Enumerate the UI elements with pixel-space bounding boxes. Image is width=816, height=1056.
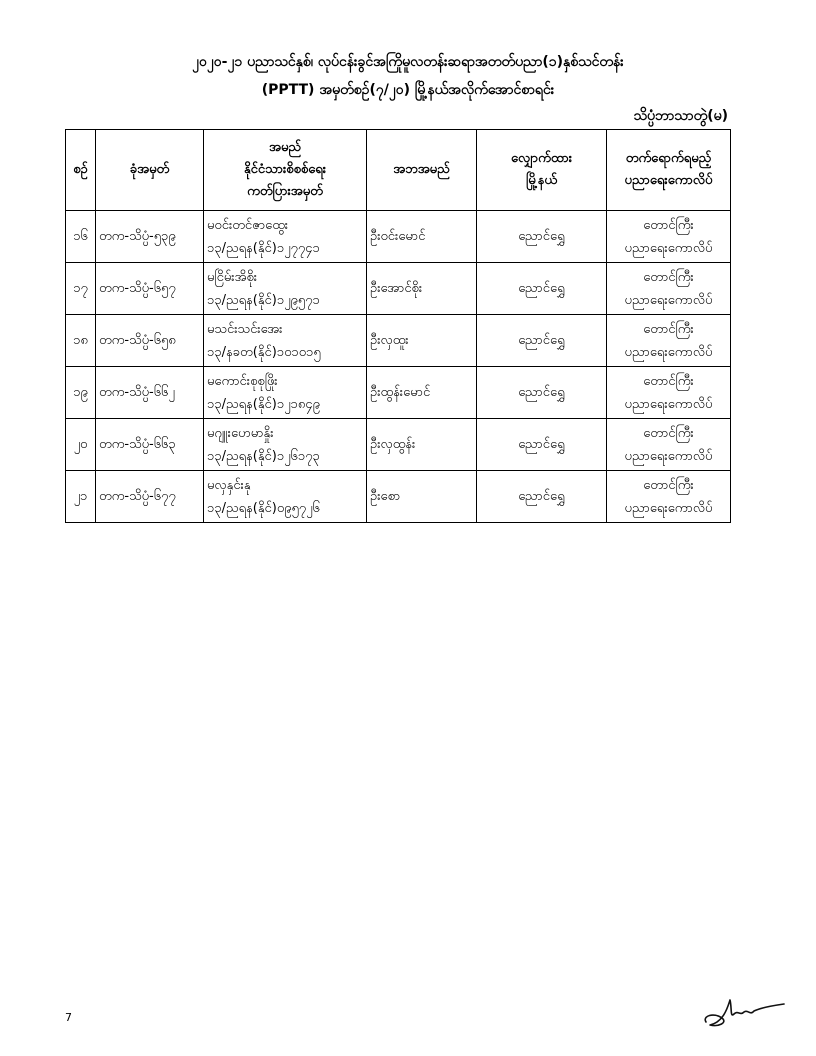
col-name-header-line2: နိုင်ငံသားစိစစ်ရေး <box>243 162 327 177</box>
row-name: မဂျူးဟေမာနှိုး <box>207 425 274 441</box>
row-college-city: တောင်ကြီး <box>643 217 694 233</box>
row-college-name: ပညာရေးကောလိပ် <box>624 448 713 464</box>
row-name: မကောင်းစုစုဖြိုး <box>207 373 278 389</box>
row-roll: တက-သိပ္ပံ-၆၅၇ <box>96 263 204 315</box>
row-father: ဦးဝင်းမောင် <box>367 211 477 263</box>
row-nrc: ၁၃/ညရန(နိုင်)၁၂၉၅၇၁ <box>207 292 320 308</box>
row-township: ညောင်ရွှေ <box>477 367 607 419</box>
table-header-row <box>66 130 731 211</box>
row-father: ဦးအောင်စိုး <box>367 263 477 315</box>
row-name: မငြိမ်းအိစိုး <box>207 269 258 285</box>
row-name-cell <box>204 263 367 315</box>
table-row <box>66 263 731 315</box>
row-college-city: တောင်ကြီး <box>643 425 694 441</box>
row-college-name: ပညာရေးကောလိပ် <box>624 500 713 516</box>
col-township-header-line2: မြို့နယ် <box>526 173 557 188</box>
document-title-line2: (PPTT) အမှတ်စဉ်(၇/၂၀) မြို့နယ်အလိုက်အောင်စာရင်း <box>261 82 555 98</box>
row-no: ၁၉ <box>66 367 96 419</box>
row-township: ညောင်ရွှေ <box>477 471 607 523</box>
row-name-cell <box>204 419 367 471</box>
row-no: ၁၆ <box>66 211 96 263</box>
row-nrc: ၁၃/ညရန(နိုင်)၁၂၆၁၇၃ <box>207 448 320 464</box>
col-roll-header: ခုံအမှတ် <box>96 130 204 211</box>
table-row <box>66 471 731 523</box>
row-nrc: ၁၃/ညရန(နိုင်)၁၂၇၇၄၁ <box>207 240 320 256</box>
col-college-header <box>607 130 731 211</box>
row-name-cell <box>204 367 367 419</box>
table-row <box>66 367 731 419</box>
page-number: 7 <box>65 1011 72 1024</box>
results-table <box>65 129 731 523</box>
row-roll: တက-သိပ္ပံ-၆၇၇ <box>96 471 204 523</box>
row-college-cell <box>607 211 731 263</box>
row-no: ၂၁ <box>66 471 96 523</box>
row-name: မဝင်းတင်ဇာထွေး <box>207 217 289 233</box>
row-nrc: ၁၃/နခတ(နိုင်)၁၀၁၀၁၅ <box>207 344 321 360</box>
row-father: ဦးထွန်းမောင် <box>367 367 477 419</box>
row-township: ညောင်ရွှေ <box>477 211 607 263</box>
row-nrc: ၁၃/ညရန(နိုင်)၁၂၁၈၄၉ <box>207 396 320 412</box>
row-college-city: တောင်ကြီး <box>643 373 694 389</box>
row-college-city: တောင်ကြီး <box>643 321 694 337</box>
row-township: ညောင်ရွှေ <box>477 263 607 315</box>
col-no-header: စဉ် <box>66 130 96 211</box>
table-row <box>66 211 731 263</box>
row-college-cell <box>607 419 731 471</box>
table-row <box>66 315 731 367</box>
row-college-cell <box>607 367 731 419</box>
row-college-cell <box>607 471 731 523</box>
row-college-cell <box>607 263 731 315</box>
row-no: ၂၀ <box>66 419 96 471</box>
col-township-header-line1: လျှောက်ထား <box>510 151 573 166</box>
row-college-cell <box>607 315 731 367</box>
col-name-header-line3: ကတ်ပြားအမှတ် <box>247 184 323 199</box>
row-township: ညောင်ရွှေ <box>477 419 607 471</box>
row-father: ဦးလှထူး <box>367 315 477 367</box>
row-roll: တက-သိပ္ပံ-၆၅၈ <box>96 315 204 367</box>
row-name-cell <box>204 471 367 523</box>
row-college-city: တောင်ကြီး <box>643 477 694 493</box>
row-township: ညောင်ရွှေ <box>477 315 607 367</box>
col-name-header <box>204 130 367 211</box>
row-no: ၁၇ <box>66 263 96 315</box>
row-name: မသင်းသင်းအေး <box>207 321 283 337</box>
row-father: ဦးစော <box>367 471 477 523</box>
subject-stream-label: သိပ္ပံဘာသာတွဲ(မ) <box>633 108 728 124</box>
row-name: မလှနှင်းနု <box>207 477 251 493</box>
row-college-name: ပညာရေးကောလိပ် <box>624 292 713 308</box>
col-college-header-line2: ပညာရေးကောလိပ် <box>624 173 713 188</box>
document-title: ၂၀၂၀-၂၁ ပညာသင်နှစ်၊ လုပ်ငန်းခွင်အကြိုမူလတန်းဆရာအတတ်ပညာ(၁)နှစ်သင်တန်း <box>192 54 624 70</box>
row-father: ဦးလှထွန်း <box>367 419 477 471</box>
signature-icon <box>700 992 790 1032</box>
row-college-name: ပညာရေးကောလိပ် <box>624 240 713 256</box>
col-township-header <box>477 130 607 211</box>
col-name-header-line1: အမည် <box>269 140 301 155</box>
row-no: ၁၈ <box>66 315 96 367</box>
table-row <box>66 419 731 471</box>
col-father-header: အဘအမည် <box>367 130 477 211</box>
row-name-cell <box>204 211 367 263</box>
row-roll: တက-သိပ္ပံ-၆၆၃ <box>96 419 204 471</box>
row-nrc: ၁၃/ညရန(နိုင်)၀၉၅၇၂၆ <box>207 500 320 516</box>
row-college-city: တောင်ကြီး <box>643 269 694 285</box>
row-roll: တက-သိပ္ပံ-၆၆၂ <box>96 367 204 419</box>
row-college-name: ပညာရေးကောလိပ် <box>624 344 713 360</box>
row-college-name: ပညာရေးကောလိပ် <box>624 396 713 412</box>
col-college-header-line1: တက်ရောက်ရမည့် <box>625 151 712 166</box>
row-name-cell <box>204 315 367 367</box>
row-roll: တက-သိပ္ပံ-၅၃၉ <box>96 211 204 263</box>
